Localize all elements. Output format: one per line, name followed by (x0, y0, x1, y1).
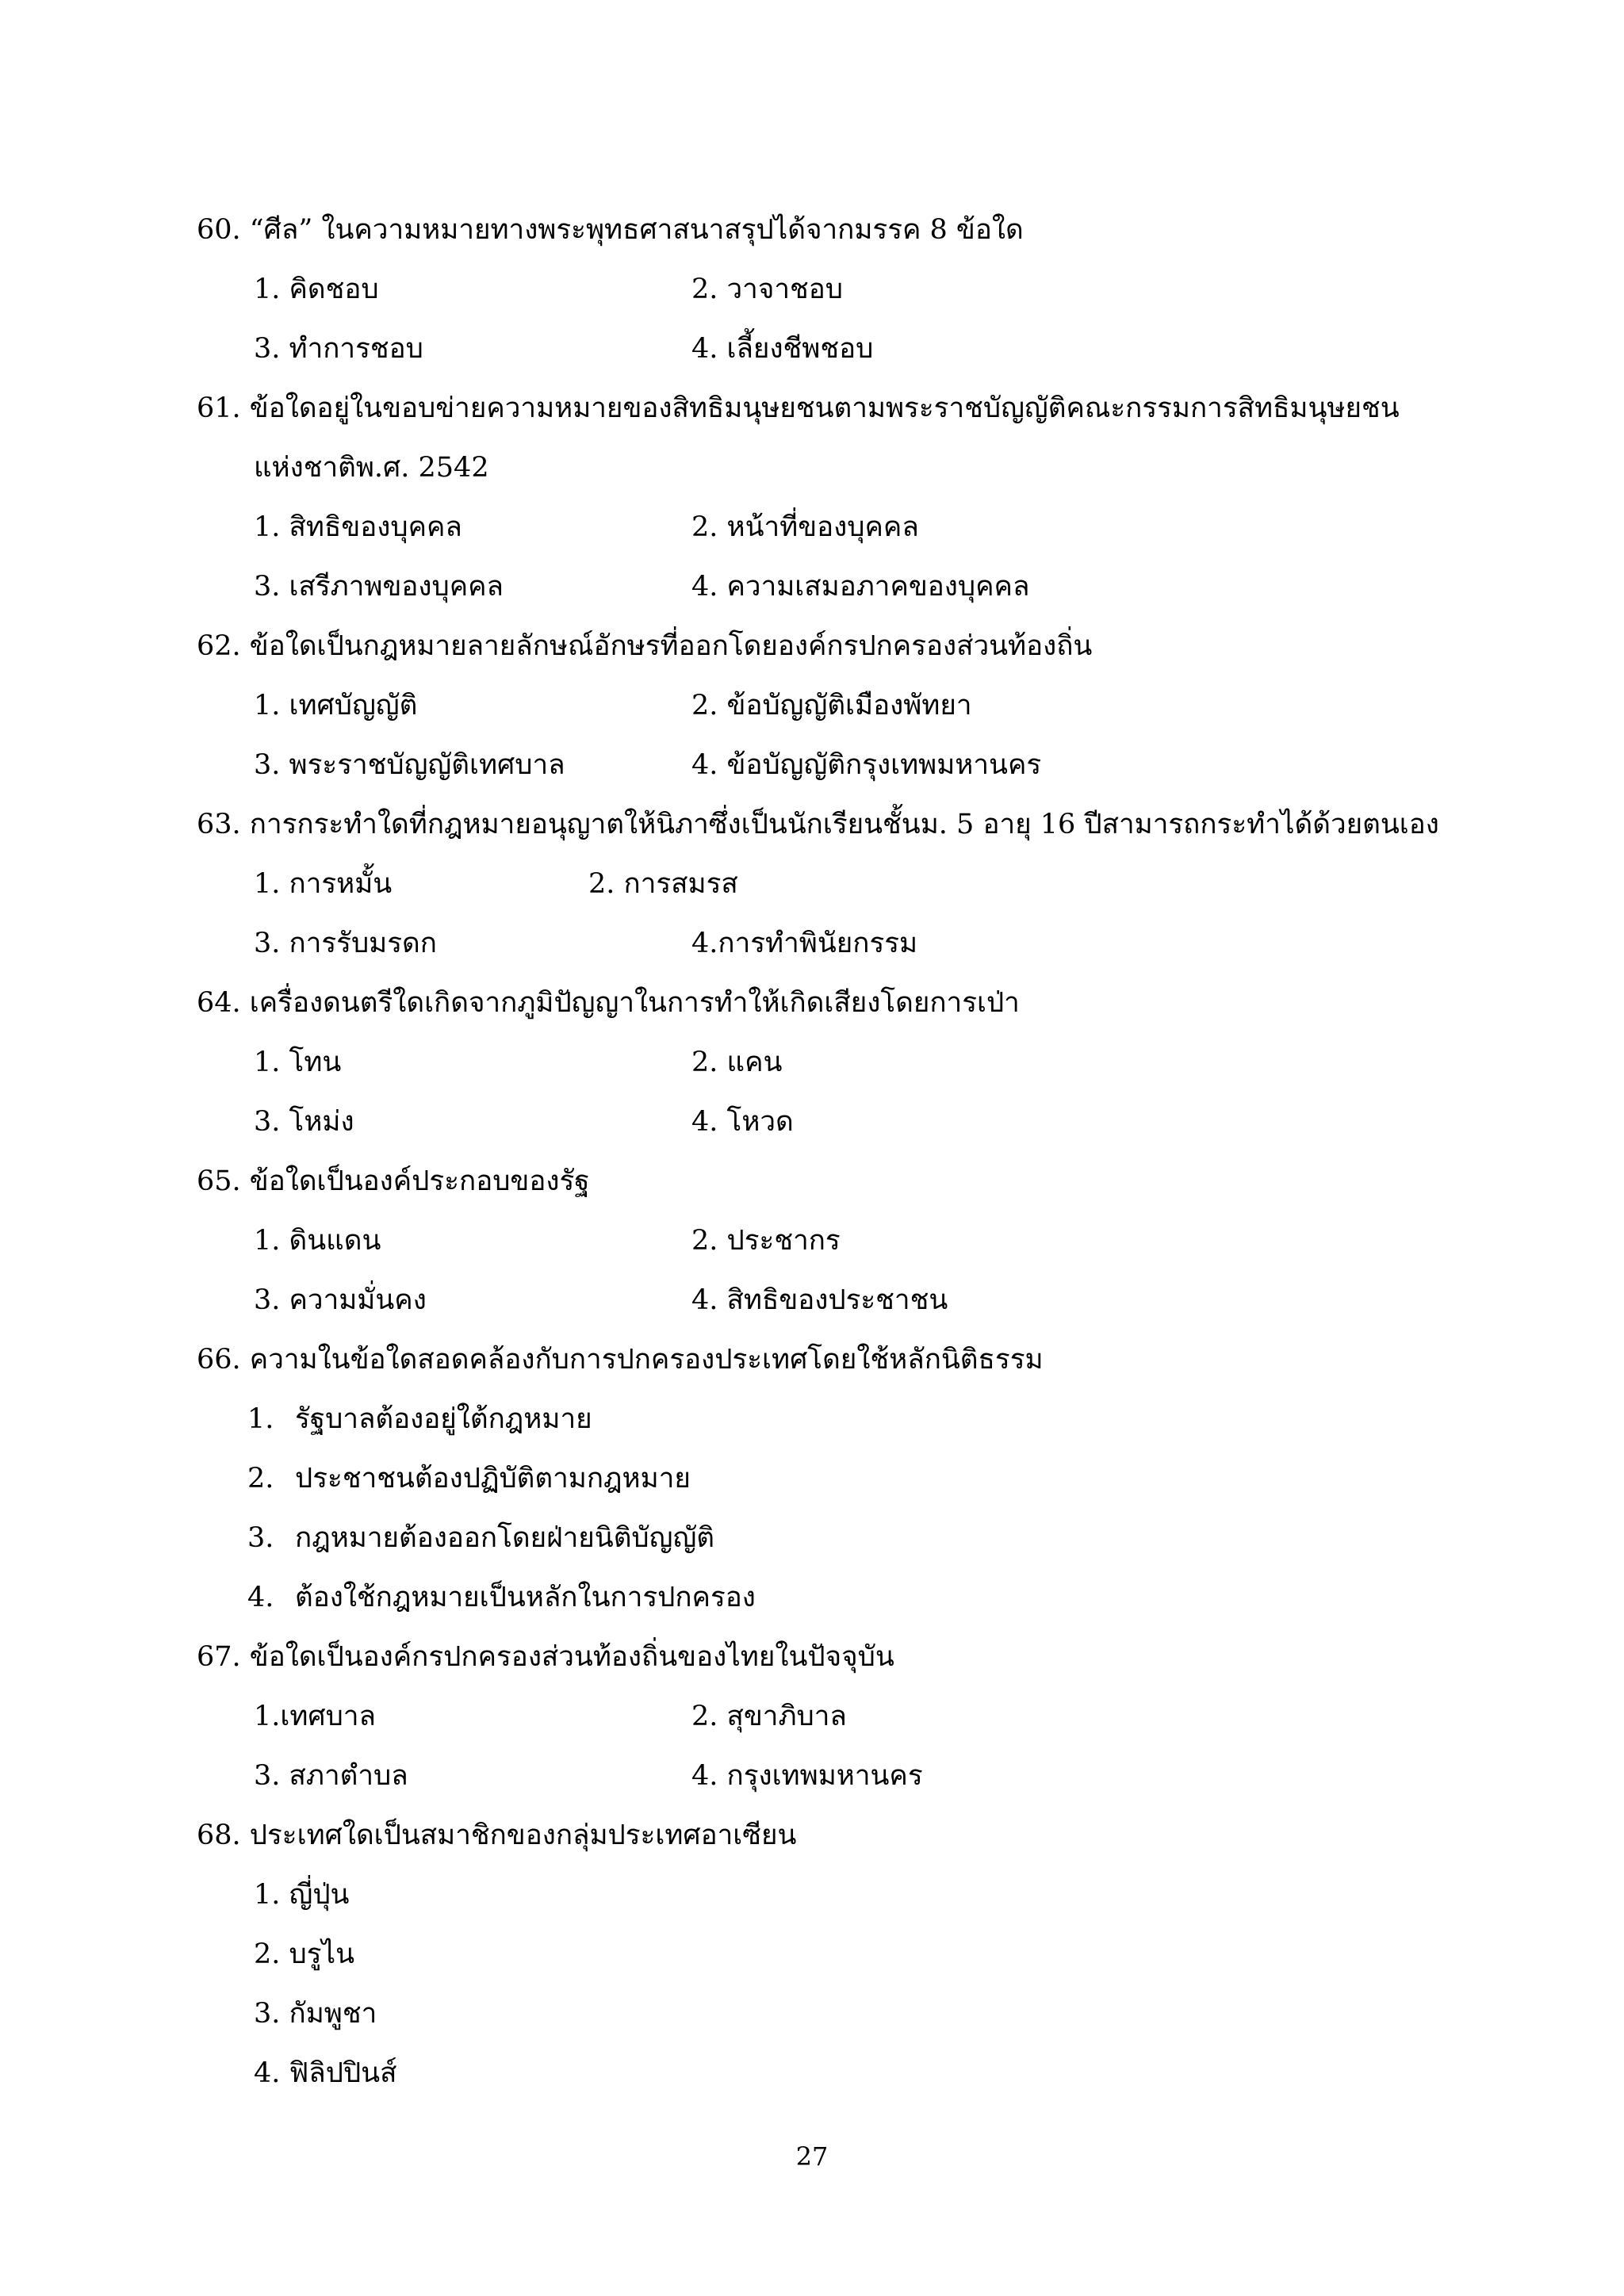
q68-option-4: 4. ฟิลิปปินส์ (254, 2057, 397, 2089)
q65-option-1: 1. ดินแดน (254, 1225, 381, 1257)
q61-option-3: 3. เสรีภาพของบุคคล (254, 571, 504, 603)
page-number: 27 (795, 2141, 829, 2172)
q65-option-4: 4. สิทธิของประชาชน (691, 1284, 948, 1316)
q66-option-3-number: 3. (247, 1522, 274, 1554)
question-65: 65. ข้อใดเป็นองค์ประกอบของรัฐ (197, 1165, 590, 1197)
question-61-continued: แห่งชาติพ.ศ. 2542 (254, 452, 489, 484)
q64-option-1: 1. โทน (254, 1047, 342, 1078)
q66-option-4-text: ต้องใช้กฎหมายเป็นหลักในการปกครอง (295, 1582, 756, 1613)
question-66: 66. ความในข้อใดสอดคล้องกับการปกครองประเทศโดยใช้หลักนิติธรรม (197, 1344, 1044, 1376)
q67-option-3: 3. สภาตำบล (254, 1760, 408, 1792)
q61-option-1: 1. สิทธิของบุคคล (254, 511, 462, 543)
q64-option-3: 3. โหม่ง (254, 1106, 354, 1138)
question-61: 61. ข้อใดอยู่ในขอบข่ายความหมายของสิทธิมนุษยชนตามพระราชบัญญัติคณะกรรมการสิทธิมนุษยชน (197, 392, 1400, 424)
q66-option-1-text: รัฐบาลต้องอยู่ใต้กฎหมาย (295, 1403, 592, 1435)
q64-option-2: 2. แคน (691, 1047, 783, 1078)
q66-option-2-text: ประชาชนต้องปฏิบัติตามกฎหมาย (295, 1463, 691, 1494)
question-60: 60. “ศีล” ในความหมายทางพระพุทธศาสนาสรุปได้จากมรรค 8 ข้อใด (197, 214, 1024, 246)
q63-option-2: 2. การสมรส (588, 868, 738, 900)
q63-option-3: 3. การรับมรดก (254, 928, 437, 959)
q67-option-2: 2. สุขาภิบาล (691, 1701, 847, 1732)
q63-option-4: 4.การทำพินัยกรรม (691, 928, 918, 959)
question-63: 63. การกระทำใดที่กฎหมายอนุญาตให้นิภาซึ่งเป็นนักเรียนชั้นม. 5 อายุ 16 ปีสามารถกระทำได้ด้วยตนเอง (197, 809, 1439, 840)
q66-option-3-text: กฎหมายต้องออกโดยฝ่ายนิติบัญญัติ (295, 1522, 715, 1554)
q66-option-4-number: 4. (247, 1582, 274, 1613)
q65-option-2: 2. ประชากร (691, 1225, 841, 1257)
q62-option-4: 4. ข้อบัญญัติกรุงเทพมหานคร (691, 749, 1042, 781)
q61-option-2: 2. หน้าที่ของบุคคล (691, 511, 919, 543)
q64-option-4: 4. โหวด (691, 1106, 794, 1138)
q60-option-1: 1. คิดชอบ (254, 274, 379, 305)
q63-option-1: 1. การหมั้น (254, 868, 393, 900)
q67-option-4: 4. กรุงเทพมหานคร (691, 1760, 923, 1792)
q62-option-3: 3. พระราชบัญญัติเทศบาล (254, 749, 565, 781)
q62-option-2: 2. ข้อบัญญัติเมืองพัทยา (691, 690, 972, 721)
q68-option-3: 3. กัมพูชา (254, 1998, 377, 2030)
question-67: 67. ข้อใดเป็นองค์กรปกครองส่วนท้องถิ่นของไทยในปัจจุบัน (197, 1641, 894, 1673)
q61-option-4: 4. ความเสมอภาคของบุคคล (691, 571, 1030, 603)
question-68: 68. ประเทศใดเป็นสมาชิกของกลุ่มประเทศอาเซียน (197, 1820, 797, 1851)
q68-option-2: 2. บรูไน (254, 1938, 355, 1970)
q68-option-1: 1. ญี่ปุ่น (254, 1879, 350, 1911)
q65-option-3: 3. ความมั่นคง (254, 1284, 427, 1316)
q62-option-1: 1. เทศบัญญัติ (254, 690, 418, 721)
question-62: 62. ข้อใดเป็นกฎหมายลายลักษณ์อักษรที่ออกโดยองค์กรปกครองส่วนท้องถิ่น (197, 630, 1093, 662)
q67-option-1: 1.เทศบาล (254, 1701, 376, 1732)
question-64: 64. เครื่องดนตรีใดเกิดจากภูมิปัญญาในการทำให้เกิดเสียงโดยการเป่า (197, 987, 1020, 1019)
q60-option-3: 3. ทำการชอบ (254, 333, 423, 365)
q60-option-2: 2. วาจาชอบ (691, 274, 843, 305)
q66-option-2-number: 2. (247, 1463, 274, 1494)
q66-option-1-number: 1. (247, 1403, 274, 1435)
q60-option-4: 4. เลี้ยงชีพชอบ (691, 333, 874, 365)
